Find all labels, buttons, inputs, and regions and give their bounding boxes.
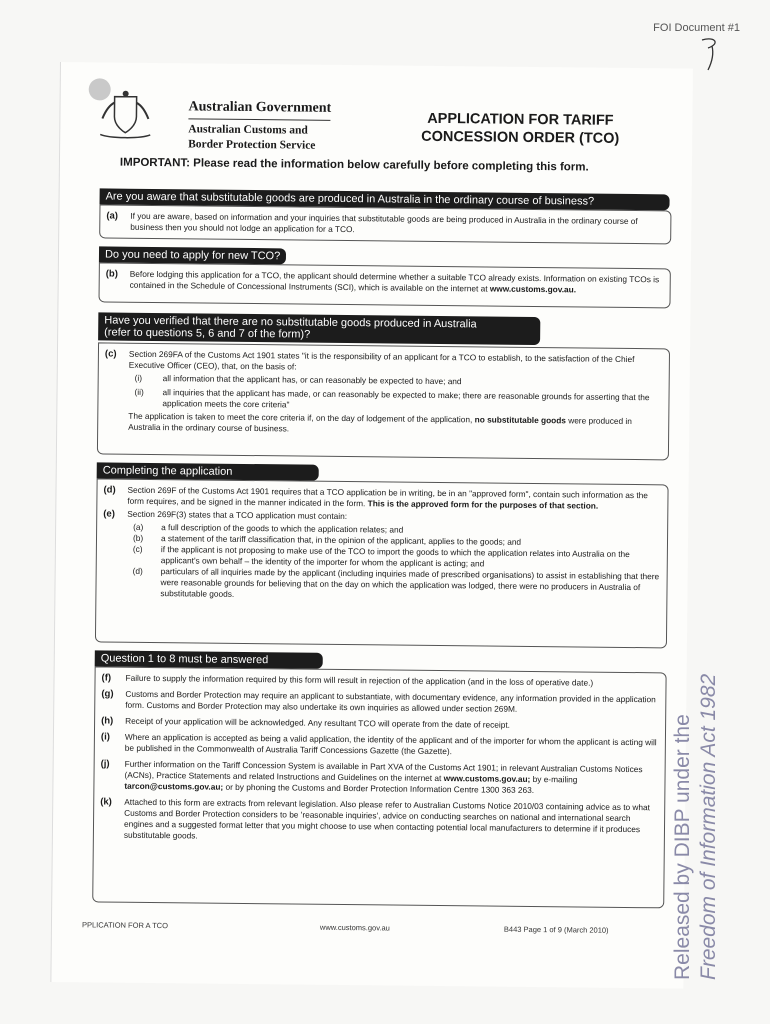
section-box-questions bbox=[92, 666, 666, 908]
sub-text: a statement of the tariff classification that, in the opinion of the applicant, applies to the goods; and bbox=[160, 533, 522, 547]
item-text: Section 269FA of the Customs Act 1901 states "it is the responsibility of an applicant for a TCO to establish, to the satisfaction of the Chief Executive Officer (CEO), that, on the basis of: bbox=[128, 348, 635, 372]
handwritten-mark-icon bbox=[694, 34, 724, 72]
foi-document-label: FOI Document #1 bbox=[653, 22, 740, 34]
emphasis-text: This is the approved form for the purposes of that section. bbox=[367, 498, 599, 511]
item-text: Receipt of your application will be acknowledged. Any resultant TCO will operate from the date of receipt. bbox=[125, 715, 511, 730]
branding-rule bbox=[188, 118, 330, 120]
sub-text: all inquiries that the applicant has made, or can reasonably be expected to make; there are reasonable grounds for asserting that the application meets the core criteria" bbox=[162, 387, 650, 410]
item-text: If you are aware, based on information and your inquiries that substitutable goods are being produced in Australia in the ordinary course of business then you should not lodge an application for a TCO. bbox=[130, 210, 638, 235]
customs-website-link[interactable]: www.customs.gov.au. bbox=[489, 283, 577, 295]
important-notice: IMPORTANT: Please read the information below carefully before completing this form. bbox=[119, 156, 589, 174]
tarcon-email-link[interactable]: tarcon@customs.gov.au; bbox=[124, 780, 224, 792]
sub-text: a full description of the goods to which the application relates; and bbox=[161, 522, 404, 535]
government-name: Australian Government bbox=[188, 99, 332, 116]
foi-release-watermark bbox=[670, 674, 722, 980]
item-label: (h) bbox=[101, 715, 114, 727]
form-title-line-1: APPLICATION FOR TARIFF bbox=[427, 110, 614, 129]
sub-text: particulars of all inquiries made by the applicant (including inquiries made of prescribed organisations) to assist in establishing that there were reasonable grounds for believing that on the day on which the application was lodged, there were no producers in Australia of substitutable goods. bbox=[160, 566, 660, 599]
agency-line-2: Border Protection Service bbox=[188, 138, 316, 152]
section-heading-substitutable: Are you aware that substitutable goods are produced in Australia in the ordinary course of business? bbox=[100, 188, 670, 210]
section-box-substitutable bbox=[99, 204, 671, 244]
sub-label: (ii) bbox=[134, 386, 144, 397]
section-box-new-tco bbox=[98, 262, 670, 308]
item-label: (c) bbox=[104, 348, 117, 360]
watermark-line-1: Released by DIBP under the bbox=[671, 714, 694, 980]
sub-label: (c) bbox=[132, 543, 143, 554]
item-text: or by phoning the Customs and Border Protection Information Centre 1300 363 263. bbox=[225, 781, 535, 796]
sub-label: (a) bbox=[133, 521, 144, 532]
item-text: Customs and Border Protection may require an applicant to substantiate, with documentary evidence, any information provided in the application form. Customs and Border Protection may also undertake its own inquiries as allowed under section 269M. bbox=[125, 688, 656, 714]
item-text: Attached to this form are extracts from relevant legislation. Also please refer to Australian Customs Notice 2010/03 containing advice as to what Customs and Border Protection considers to be 'reasonable inquiries', advice on conducting searches on national and international search engines and a suggested format letter that you might choose to use when contacting potential local manufacturers to determine if it produces substitutable goods. bbox=[123, 796, 651, 841]
item-label: (e) bbox=[103, 508, 115, 520]
form-title bbox=[390, 109, 650, 148]
section-heading-questions: Question 1 to 8 must be answered bbox=[95, 650, 323, 668]
section-heading-completing: Completing the application bbox=[97, 462, 319, 480]
item-label: (k) bbox=[100, 796, 112, 808]
sub-text: if the applicant is not proposing to make use of the TCO to import the goods to which the application relates into Australia on the applicant's own behalf – the identity of the importer for whom the applicant is acting; and bbox=[160, 544, 630, 569]
item-text: Section 269F of the Customs Act 1901 requires that a TCO application be in writing, be in an "approved form", contain such information as the form requires, and be signed in the manner indicated in the form. bbox=[127, 484, 648, 509]
item-text: The application is taken to meet the core criteria if, on the day of lodgement of the application, bbox=[128, 410, 473, 425]
sub-label: (d) bbox=[132, 565, 143, 576]
sub-label: (i) bbox=[134, 372, 143, 383]
section-box-verified bbox=[97, 342, 670, 460]
item-text: Where an application is accepted as being a valid application, the identity of the applicant and of the importer for whom the applicant is acting will be published in the Commonwealth of Australia Tariff Concessions Gazette (the Gazette). bbox=[124, 731, 657, 757]
document-page bbox=[50, 62, 693, 989]
sub-label: (b) bbox=[132, 532, 144, 543]
watermark-line-2: Freedom of Information Act 1982 bbox=[697, 673, 720, 980]
item-label: (g) bbox=[101, 688, 114, 700]
footer-page-number: B443 Page 1 of 9 (March 2010) bbox=[503, 924, 609, 935]
footer-website: www.customs.gov.au bbox=[319, 922, 390, 933]
section-box-completing bbox=[95, 478, 669, 648]
item-label: (i) bbox=[100, 731, 110, 743]
item-label: (f) bbox=[101, 672, 112, 684]
section-heading-new-tco: Do you need to apply for new TCO? bbox=[99, 246, 286, 264]
emphasis-text: no substitutable goods bbox=[474, 414, 566, 426]
coat-of-arms-icon bbox=[96, 88, 155, 143]
item-label: (d) bbox=[103, 484, 116, 496]
section-heading-verified bbox=[98, 312, 540, 345]
item-text: Further information on the Tariff Concession System is available in Part XVA of the Customs Act 1901; in relevant Australian Customs Notices (ACNs), Practice Statements and related Instructions and Guidelines on the internet at bbox=[124, 758, 643, 784]
item-label: (b) bbox=[105, 268, 118, 280]
heading-line-2: (refer to questions 5, 6 and 7 of the form)? bbox=[104, 326, 311, 341]
item-label: (a) bbox=[106, 210, 119, 222]
item-label: (j) bbox=[100, 758, 110, 770]
item-text: Failure to supply the information required by this form will result in rejection of the application (and in the loss of operative date.) bbox=[125, 672, 594, 688]
form-title-line-2: CONCESSION ORDER (TCO) bbox=[421, 128, 620, 147]
item-text: Section 269F(3) states that a TCO application must contain: bbox=[127, 508, 348, 522]
customs-website-link[interactable]: www.customs.gov.au; bbox=[443, 773, 531, 784]
government-branding bbox=[188, 99, 331, 153]
item-text: were produced in Australia in the ordinary course of business. bbox=[128, 415, 632, 434]
footer-form-name: PPLICATION FOR A TCO bbox=[81, 920, 169, 931]
item-text: by e-mailing bbox=[532, 773, 578, 785]
sub-text: all information that the applicant has, or can reasonably be expected to have; and bbox=[162, 373, 462, 387]
agency-line-1: Australian Customs and bbox=[188, 123, 308, 137]
heading-line-1: Have you verified that there are no substitutable goods produced in Australia bbox=[104, 314, 477, 331]
item-text: Before lodging this application for a TCO, the applicant should determine whether a suitable TCO already exists. Information on existing TCOs is contained in the Schedule of Concessional Instruments (SCI), which is available on the internet at bbox=[129, 268, 660, 294]
